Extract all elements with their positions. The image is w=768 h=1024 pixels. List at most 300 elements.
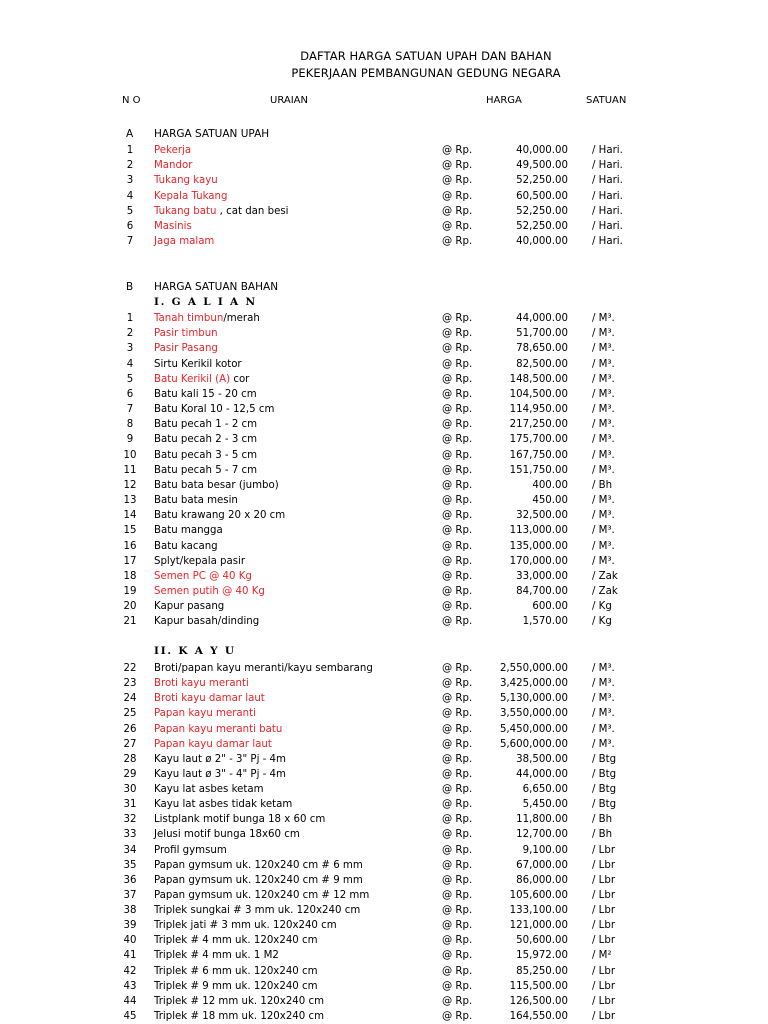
item-number: 4 <box>126 190 134 202</box>
item-description <box>154 903 360 918</box>
table-row <box>0 387 768 402</box>
item-price: 126,500.00 <box>509 995 568 1007</box>
item-unit: / Lbr <box>592 859 616 871</box>
item-price: 600.00 <box>532 601 568 613</box>
table-row <box>0 219 768 234</box>
item-number: 44 <box>123 995 137 1007</box>
price-currency: @ Rp. <box>442 678 473 690</box>
item-unit: / Btg <box>592 768 617 780</box>
table-row <box>0 143 768 158</box>
item-name: Batu krawang 20 x 20 cm <box>154 510 286 522</box>
item-description <box>154 508 285 523</box>
table-row <box>0 752 768 767</box>
price-currency: @ Rp. <box>442 753 473 765</box>
item-unit: / Bh <box>592 479 613 491</box>
item-number: 29 <box>123 768 137 780</box>
price-currency: @ Rp. <box>442 358 473 370</box>
price-currency: @ Rp. <box>442 995 473 1007</box>
price-currency: @ Rp. <box>442 738 473 750</box>
price-currency: @ Rp. <box>442 829 473 841</box>
item-unit: / Lbr <box>592 980 616 992</box>
item-unit: / Bh <box>592 829 613 841</box>
price-currency: @ Rp. <box>442 555 473 567</box>
item-name: Kepala Tukang <box>154 190 228 202</box>
item-unit: / M³. <box>592 738 615 750</box>
item-price: 12,700.00 <box>516 829 568 841</box>
table-row <box>0 948 768 963</box>
item-description <box>154 311 260 326</box>
price-currency: @ Rp. <box>442 388 473 400</box>
item-name: Semen PC @ 40 Kg <box>154 570 252 582</box>
price-currency: @ Rp. <box>442 663 473 674</box>
price-currency: @ Rp. <box>442 874 473 886</box>
table-row <box>0 599 768 614</box>
table-row <box>0 676 768 691</box>
item-description <box>154 219 192 234</box>
item-number: 40 <box>123 935 137 947</box>
table-row <box>0 326 768 341</box>
table-row <box>0 158 768 173</box>
item-price: 135,000.00 <box>509 540 568 552</box>
item-number: 39 <box>123 920 137 932</box>
item-description <box>154 614 259 629</box>
item-number: 16 <box>123 540 137 552</box>
price-currency: @ Rp. <box>442 920 473 932</box>
section-b-letter: B <box>126 281 134 293</box>
item-price: 49,500.00 <box>516 160 568 172</box>
item-description <box>154 204 289 219</box>
item-number: 25 <box>123 708 137 720</box>
item-unit: / Hari. <box>592 175 623 187</box>
table-row <box>0 523 768 538</box>
item-price: 5,130,000.00 <box>499 693 568 705</box>
price-currency: @ Rp. <box>442 479 473 491</box>
item-name: Tukang batu <box>154 205 217 217</box>
item-description <box>154 752 286 767</box>
item-name: Batu mangga <box>154 525 223 537</box>
document-title-line1: DAFTAR HARGA SATUAN UPAH DAN BAHAN <box>300 49 552 63</box>
item-price: 5,450.00 <box>522 799 568 811</box>
item-price: 2,550,000.00 <box>499 663 568 674</box>
item-unit: / M³. <box>592 358 615 370</box>
item-name: Kapur basah/dinding <box>154 616 260 628</box>
table-row <box>0 554 768 569</box>
table-row <box>0 843 768 858</box>
item-name: Papan gymsum uk. 120x240 cm # 12 mm <box>154 889 370 901</box>
item-price: 113,000.00 <box>509 525 568 537</box>
column-header-uraian: URAIAN <box>270 95 308 106</box>
item-description <box>154 143 191 158</box>
item-number: 41 <box>123 950 137 962</box>
item-number: 23 <box>123 678 137 690</box>
table-row <box>0 661 768 676</box>
price-currency: @ Rp. <box>442 708 473 720</box>
table-row <box>0 691 768 706</box>
item-name: Triplek # 9 mm uk. 120x240 cm <box>154 980 318 992</box>
item-price: 44,000.00 <box>516 768 568 780</box>
item-name: Papan gymsum uk. 120x240 cm # 9 mm <box>154 874 363 886</box>
item-name-suffix: , cat dan besi <box>216 205 289 217</box>
table-row <box>0 964 768 979</box>
item-number: 14 <box>123 510 137 522</box>
price-currency: @ Rp. <box>442 540 473 552</box>
item-unit: / Btg <box>592 799 617 811</box>
item-description <box>154 918 337 933</box>
item-unit: / Hari. <box>592 236 623 248</box>
item-unit: / Lbr <box>592 935 616 947</box>
item-number: 11 <box>123 464 137 476</box>
item-number: 7 <box>126 236 134 248</box>
item-number: 2 <box>126 160 134 172</box>
item-number: 43 <box>123 980 137 992</box>
item-price: 52,250.00 <box>516 175 568 187</box>
item-name: Broti kayu meranti <box>154 678 249 690</box>
item-description <box>154 372 249 387</box>
item-name: Kayu laut ø 2" - 3" Pj - 4m <box>154 753 286 765</box>
price-currency: @ Rp. <box>442 965 473 977</box>
item-description <box>154 569 252 584</box>
item-number: 8 <box>126 419 134 431</box>
item-number: 3 <box>126 175 134 187</box>
item-unit: / Lbr <box>592 889 616 901</box>
column-header-satuan: SATUAN <box>586 95 627 106</box>
item-name: Broti kayu damar laut <box>154 693 265 705</box>
item-unit: / M³. <box>592 723 615 735</box>
item-unit: / M³. <box>592 663 615 674</box>
item-unit: / Lbr <box>592 905 616 917</box>
table-row <box>0 994 768 1009</box>
item-price: 170,000.00 <box>509 555 568 567</box>
item-unit: / Hari. <box>592 145 623 156</box>
item-name: Kayu lat asbes tidak ketam <box>154 799 293 811</box>
item-unit: / M³. <box>592 540 615 552</box>
item-description <box>154 173 218 188</box>
item-description <box>154 539 218 554</box>
item-number: 28 <box>123 753 137 765</box>
item-description <box>154 584 265 599</box>
item-price: 1,570.00 <box>522 616 568 628</box>
item-number: 1 <box>126 313 134 324</box>
item-description <box>154 964 318 979</box>
item-name: Pasir Pasang <box>154 343 218 355</box>
price-currency: @ Rp. <box>442 723 473 735</box>
item-unit: / M³. <box>592 693 615 705</box>
item-description <box>154 812 325 827</box>
price-currency: @ Rp. <box>442 236 473 248</box>
table-row <box>0 797 768 812</box>
item-description <box>154 933 318 948</box>
item-name: Papan gymsum uk. 120x240 cm # 6 mm <box>154 859 363 871</box>
price-currency: @ Rp. <box>442 190 473 202</box>
item-unit: / M³. <box>592 419 615 431</box>
item-price: 6,650.00 <box>522 784 568 796</box>
table-row <box>0 812 768 827</box>
price-currency: @ Rp. <box>442 784 473 796</box>
item-name: Tanah timbun <box>154 313 224 324</box>
item-number: 18 <box>123 570 137 582</box>
item-number: 15 <box>123 525 137 537</box>
table-row <box>0 933 768 948</box>
item-description <box>154 661 373 676</box>
item-unit: / M³. <box>592 404 615 416</box>
subsection-kayu-title: II. K A Y U <box>154 645 236 657</box>
table-row <box>0 782 768 797</box>
price-currency: @ Rp. <box>442 586 473 598</box>
item-description <box>154 448 257 463</box>
item-description <box>154 948 279 963</box>
table-row <box>0 417 768 432</box>
item-description <box>154 599 224 614</box>
item-price: 11,800.00 <box>516 814 568 826</box>
item-price: 52,250.00 <box>516 205 568 217</box>
item-description <box>154 478 279 493</box>
item-unit: / Zak <box>592 586 618 598</box>
item-name: Triplek # 4 mm uk. 1 M2 <box>154 950 279 962</box>
item-name: Jelusi motif bunga 18x60 cm <box>154 829 300 841</box>
price-currency: @ Rp. <box>442 570 473 582</box>
item-description <box>154 432 257 447</box>
item-description <box>154 417 257 432</box>
item-number: 35 <box>123 859 137 871</box>
item-description <box>154 158 192 173</box>
table-row <box>0 918 768 933</box>
item-description <box>154 706 256 721</box>
item-price: 400.00 <box>532 479 568 491</box>
item-name: Papan kayu meranti <box>154 708 256 720</box>
price-currency: @ Rp. <box>442 768 473 780</box>
item-price: 105,600.00 <box>509 889 568 901</box>
price-currency: @ Rp. <box>442 980 473 992</box>
item-price: 3,550,000.00 <box>499 708 568 720</box>
price-currency: @ Rp. <box>442 328 473 340</box>
item-name: Triplek sungkai # 3 mm uk. 120x240 cm <box>154 905 361 917</box>
item-description <box>154 326 218 341</box>
item-price: 5,600,000.00 <box>499 738 568 750</box>
item-unit: / Hari. <box>592 205 623 217</box>
item-unit: / Lbr <box>592 844 616 856</box>
item-description <box>154 691 265 706</box>
item-price: 32,500.00 <box>516 510 568 522</box>
item-unit: / M³. <box>592 328 615 340</box>
item-unit: / Hari. <box>592 190 623 202</box>
item-description <box>154 357 242 372</box>
item-price: 60,500.00 <box>516 190 568 202</box>
item-number: 10 <box>123 449 137 461</box>
item-description <box>154 341 218 356</box>
item-description <box>154 402 274 417</box>
table-row <box>0 357 768 372</box>
table-row <box>0 508 768 523</box>
item-name: Batu pecah 1 - 2 cm <box>154 419 258 431</box>
table-row <box>0 903 768 918</box>
item-name: Batu kali 15 - 20 cm <box>154 388 257 400</box>
item-description <box>154 797 292 812</box>
item-name: Triplek # 12 mm uk. 120x240 cm <box>154 995 325 1007</box>
item-price: 67,000.00 <box>516 859 568 871</box>
item-name: Semen putih @ 40 Kg <box>154 586 265 598</box>
table-row <box>0 493 768 508</box>
item-description <box>154 189 227 204</box>
subsection-galian-title: I. G A L I A N <box>154 296 257 308</box>
item-description <box>154 493 238 508</box>
price-currency: @ Rp. <box>442 495 473 507</box>
price-currency: @ Rp. <box>442 175 473 187</box>
item-unit: / Kg <box>592 616 612 628</box>
section-b-title: HARGA SATUAN BAHAN <box>154 281 279 293</box>
item-name: Triplek jati # 3 mm uk. 120x240 cm <box>154 920 337 932</box>
table-row <box>0 873 768 888</box>
price-currency: @ Rp. <box>442 799 473 811</box>
item-name-suffix: cor <box>230 373 250 385</box>
price-currency: @ Rp. <box>442 464 473 476</box>
table-row <box>0 189 768 204</box>
item-price: 217,250.00 <box>509 419 568 431</box>
item-description <box>154 463 257 478</box>
item-price: 164,550.00 <box>509 1010 568 1022</box>
table-row <box>0 569 768 584</box>
item-price: 115,500.00 <box>509 980 568 992</box>
price-currency: @ Rp. <box>442 434 473 446</box>
price-currency: @ Rp. <box>442 419 473 431</box>
item-description <box>154 722 282 737</box>
item-name: Kapur pasang <box>154 601 225 613</box>
table-row <box>0 478 768 493</box>
item-price: 151,750.00 <box>509 464 568 476</box>
item-name: Batu pecah 2 - 3 cm <box>154 434 258 446</box>
item-unit: / Lbr <box>592 965 616 977</box>
item-unit: / M³. <box>592 373 615 385</box>
table-row <box>0 539 768 554</box>
item-price: 167,750.00 <box>509 449 568 461</box>
item-name: Splyt/kepala pasir <box>154 555 246 567</box>
table-row <box>0 979 768 994</box>
price-currency: @ Rp. <box>442 601 473 613</box>
item-price: 133,100.00 <box>509 905 568 917</box>
price-currency: @ Rp. <box>442 950 473 962</box>
item-price: 38,500.00 <box>516 753 568 765</box>
item-number: 1 <box>126 145 134 156</box>
price-currency: @ Rp. <box>442 844 473 856</box>
item-name: Masinis <box>154 220 192 232</box>
item-unit: / M³. <box>592 555 615 567</box>
item-name: Batu kacang <box>154 540 218 552</box>
item-name: Jaga malam <box>154 236 215 248</box>
item-number: 3 <box>126 343 134 355</box>
item-unit: / M³. <box>592 343 615 355</box>
item-name: Batu Koral 10 - 12,5 cm <box>154 404 275 416</box>
column-header-harga: HARGA <box>486 95 522 106</box>
item-unit: / M³. <box>592 449 615 461</box>
item-unit: / M³. <box>592 313 615 324</box>
item-number: 5 <box>126 205 134 217</box>
item-number: 6 <box>126 388 134 400</box>
item-number: 31 <box>123 799 137 811</box>
item-unit: / Lbr <box>592 995 616 1007</box>
item-number: 45 <box>123 1010 137 1022</box>
item-unit: / M³. <box>592 678 615 690</box>
item-description <box>154 554 245 569</box>
item-description <box>154 234 214 249</box>
item-number: 33 <box>123 829 137 841</box>
item-price: 114,950.00 <box>509 404 568 416</box>
table-row <box>0 706 768 721</box>
table-row <box>0 614 768 629</box>
item-price: 9,100.00 <box>522 844 568 856</box>
item-unit: / Lbr <box>592 920 616 932</box>
item-price: 104,500.00 <box>509 388 568 400</box>
item-name: Tukang kayu <box>154 175 218 187</box>
item-name: Broti/papan kayu meranti/kayu sembarang <box>154 663 373 674</box>
item-name: Papan kayu damar laut <box>154 738 272 750</box>
item-name: Triplek # 6 mm uk. 120x240 cm <box>154 965 318 977</box>
item-name: Profil gymsum <box>154 844 227 856</box>
price-currency: @ Rp. <box>442 1010 473 1022</box>
item-description <box>154 782 264 797</box>
item-price: 40,000.00 <box>516 236 568 248</box>
table-row <box>0 311 768 326</box>
price-currency: @ Rp. <box>442 510 473 522</box>
item-price: 52,250.00 <box>516 220 568 232</box>
price-currency: @ Rp. <box>442 404 473 416</box>
price-currency: @ Rp. <box>442 160 473 172</box>
item-number: 2 <box>126 328 134 340</box>
item-description <box>154 676 249 691</box>
item-unit: / M³. <box>592 464 615 476</box>
item-price: 86,000.00 <box>516 874 568 886</box>
item-name-suffix: /merah <box>223 313 260 324</box>
item-unit: / Bh <box>592 814 613 826</box>
item-description <box>154 979 318 994</box>
item-name: Pasir timbun <box>154 328 218 340</box>
price-currency: @ Rp. <box>442 449 473 461</box>
item-price: 450.00 <box>532 495 568 507</box>
item-number: 34 <box>123 844 137 856</box>
item-unit: / M³. <box>592 708 615 720</box>
item-description <box>154 523 223 538</box>
item-number: 19 <box>123 586 137 598</box>
price-currency: @ Rp. <box>442 313 473 324</box>
item-number: 32 <box>123 814 137 826</box>
item-price: 85,250.00 <box>516 965 568 977</box>
column-header-no: N O <box>122 95 141 106</box>
item-name: Batu Kerikil (A) <box>154 373 231 385</box>
item-price: 84,700.00 <box>516 586 568 598</box>
section-a-letter: A <box>126 128 134 140</box>
item-name: Kayu laut ø 3" - 4" Pj - 4m <box>154 768 286 780</box>
price-currency: @ Rp. <box>442 693 473 705</box>
item-name: Batu bata mesin <box>154 495 238 507</box>
item-price: 51,700.00 <box>516 328 568 340</box>
item-number: 13 <box>123 495 137 507</box>
item-number: 5 <box>126 373 134 385</box>
item-number: 7 <box>126 404 134 416</box>
price-currency: @ Rp. <box>442 814 473 826</box>
item-number: 36 <box>123 874 137 886</box>
price-currency: @ Rp. <box>442 205 473 217</box>
table-row <box>0 234 768 249</box>
item-number: 27 <box>123 738 137 750</box>
item-name: Listplank motif bunga 18 x 60 cm <box>154 814 326 826</box>
item-price: 33,000.00 <box>516 570 568 582</box>
item-number: 9 <box>126 434 134 446</box>
item-name: Papan kayu meranti batu <box>154 723 283 735</box>
table-row <box>0 173 768 188</box>
item-number: 26 <box>123 723 137 735</box>
price-currency: @ Rp. <box>442 859 473 871</box>
item-unit: / Kg <box>592 601 612 613</box>
item-number: 6 <box>126 220 134 232</box>
table-row <box>0 402 768 417</box>
